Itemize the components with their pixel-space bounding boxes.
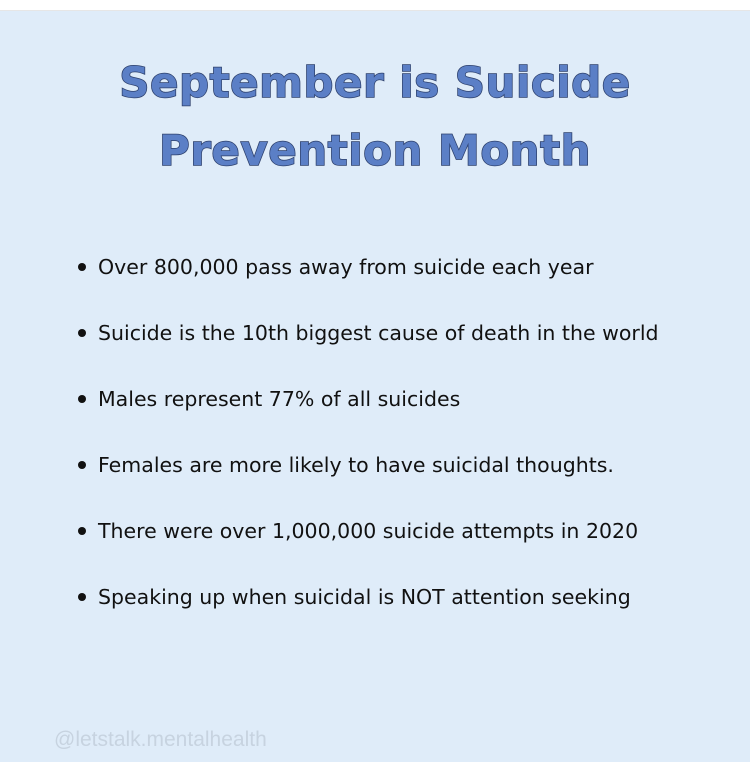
fact-text: There were over 1,000,000 suicide attempts in 2020 bbox=[98, 519, 639, 543]
facts-list bbox=[78, 239, 659, 635]
title-line-1: September is Suicide bbox=[119, 58, 631, 107]
bullet-icon bbox=[78, 593, 86, 601]
watermark-handle: @letstalk.mentalhealth bbox=[54, 728, 267, 751]
bullet-icon bbox=[78, 461, 86, 469]
bullet-icon bbox=[78, 527, 86, 535]
list-item bbox=[78, 437, 659, 503]
post-card bbox=[0, 10, 750, 762]
fact-text: Speaking up when suicidal is NOT attention seeking bbox=[98, 585, 631, 609]
fact-text: Over 800,000 pass away from suicide each year bbox=[98, 255, 594, 279]
list-item bbox=[78, 239, 659, 305]
title-line-2: Prevention Month bbox=[158, 126, 592, 175]
list-item bbox=[78, 305, 659, 371]
fact-text: Suicide is the 10th biggest cause of death in the world bbox=[98, 321, 659, 345]
fact-text: Males represent 77% of all suicides bbox=[98, 387, 461, 411]
list-item bbox=[78, 371, 659, 437]
bullet-icon bbox=[78, 329, 86, 337]
list-item bbox=[78, 503, 659, 569]
fact-text: Females are more likely to have suicidal thoughts. bbox=[98, 453, 614, 477]
list-item bbox=[78, 569, 659, 635]
bullet-icon bbox=[78, 395, 86, 403]
bullet-icon bbox=[78, 263, 86, 271]
post-title bbox=[0, 49, 750, 185]
